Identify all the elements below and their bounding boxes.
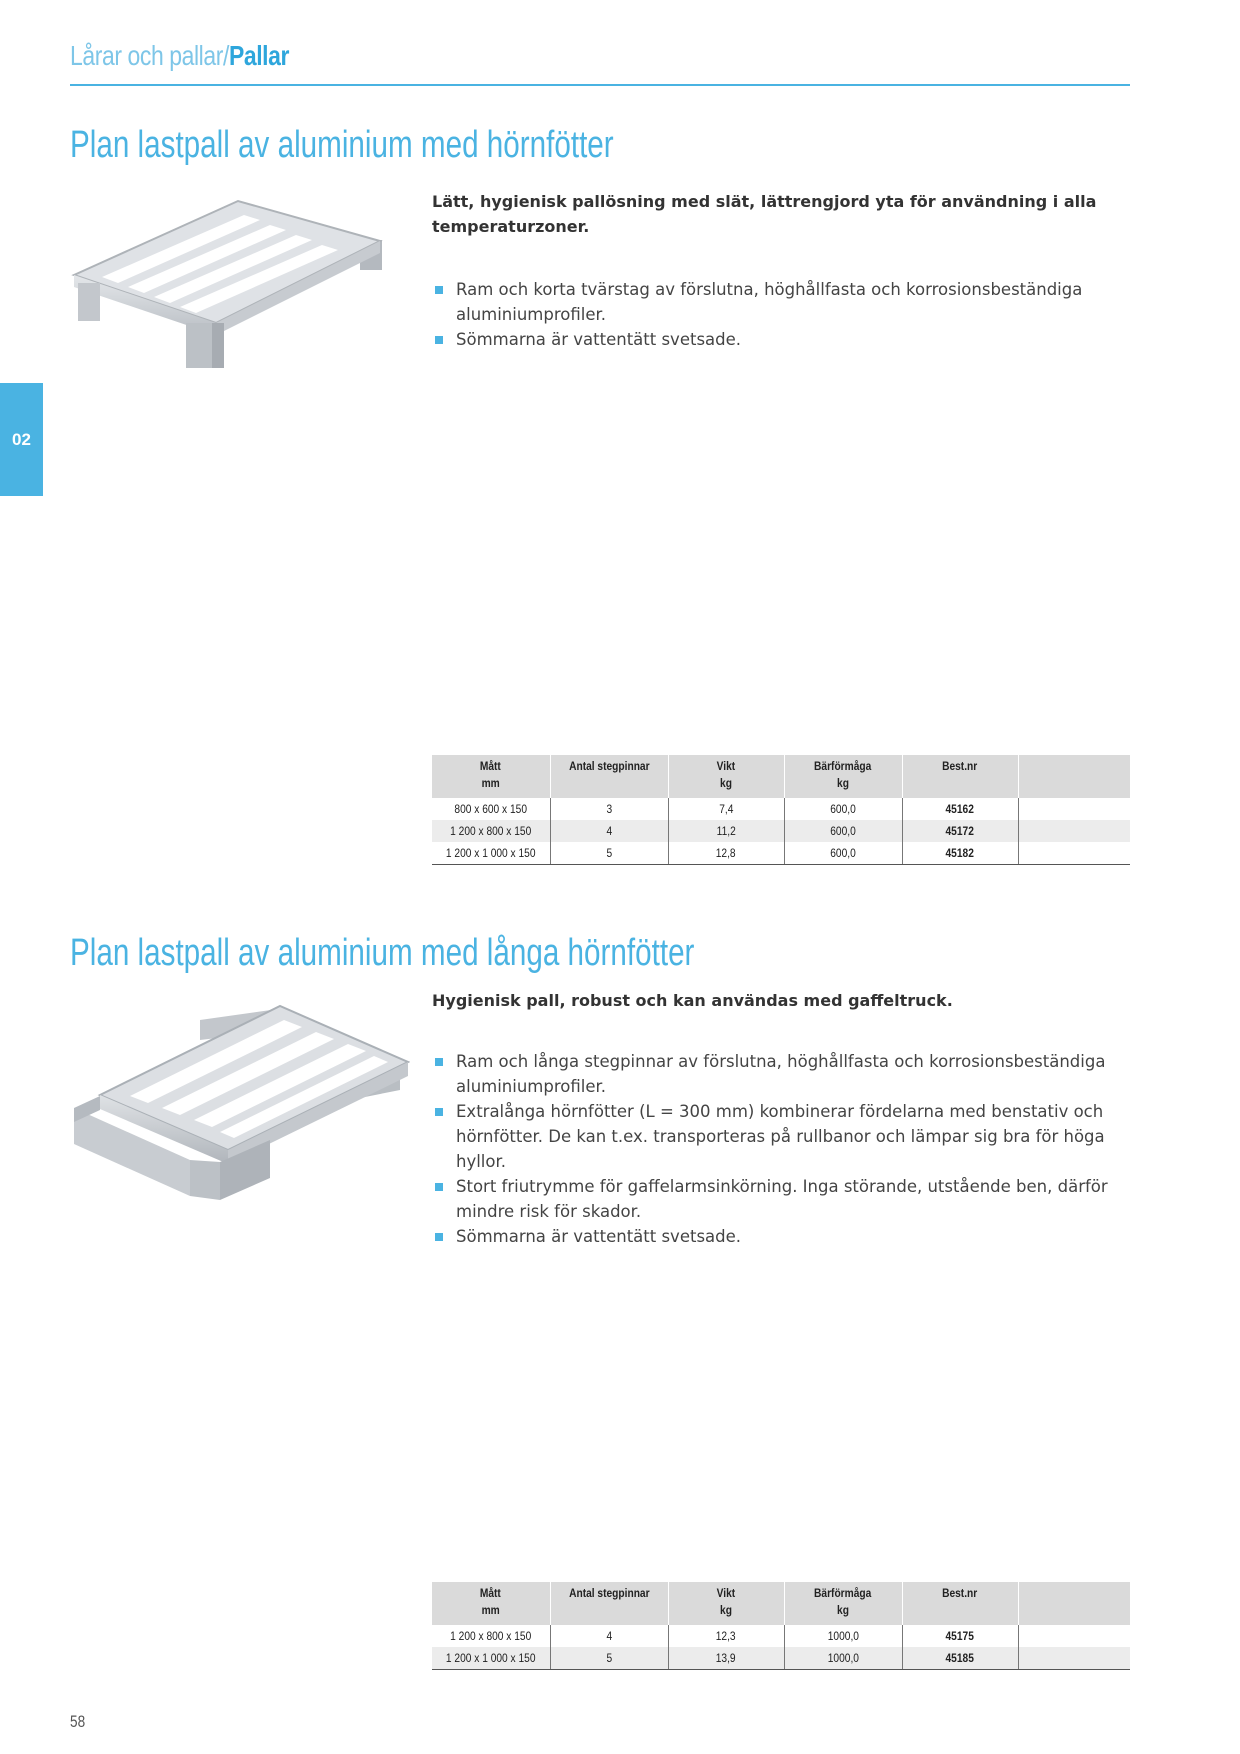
column-header: Vikt kg	[668, 1582, 784, 1625]
cell-weight: 11,2	[668, 820, 784, 842]
column-header: Antal stegpinnar	[550, 1582, 668, 1625]
cell-dimensions: 1 200 x 1 000 x 150	[432, 842, 550, 865]
cell-weight: 13,9	[668, 1647, 784, 1670]
table-row	[432, 842, 1130, 865]
table-row	[432, 798, 1130, 820]
breadcrumb-current: Pallar	[228, 40, 290, 71]
column-header	[1018, 1582, 1130, 1625]
cell-steps: 5	[550, 1647, 668, 1670]
pallet-long-feet-image	[70, 1000, 410, 1235]
product-lead: Hygienisk pall, robust och kan användas med gaffeltruck.	[432, 991, 953, 1010]
feature-item: Sömmarna är vattentätt svetsade.	[432, 1224, 1132, 1249]
breadcrumb	[70, 40, 289, 72]
cell-order-number: 45182	[902, 842, 1018, 865]
feature-list	[432, 277, 1132, 352]
table-row	[432, 1647, 1130, 1670]
cell-capacity: 600,0	[784, 820, 902, 842]
table-header-row	[432, 755, 1130, 798]
cell-dimensions: 1 200 x 1 000 x 150	[432, 1647, 550, 1670]
cell-capacity: 600,0	[784, 842, 902, 865]
product-lead: Lätt, hygienisk pallösning med slät, lättrengjord yta för användning i alla temperaturzoner.	[432, 192, 1097, 236]
table-row	[432, 1625, 1130, 1647]
cell-steps: 4	[550, 820, 668, 842]
feature-list	[432, 1049, 1132, 1249]
column-header: Best.nr	[902, 755, 1018, 798]
cell-order-number: 45185	[902, 1647, 1018, 1670]
column-header: Vikt kg	[668, 755, 784, 798]
header-rule	[70, 84, 1130, 86]
bullet-square-icon	[435, 1108, 443, 1116]
feature-item: Ram och korta tvärstag av förslutna, höghållfasta och korrosionsbeständiga aluminiumprofiler.	[432, 277, 1132, 327]
column-header: Best.nr	[902, 1582, 1018, 1625]
cell-blank	[1018, 820, 1130, 842]
cell-capacity: 1000,0	[784, 1647, 902, 1670]
bullet-square-icon	[435, 336, 443, 344]
cell-blank	[1018, 798, 1130, 820]
feature-item: Stort friutrymme för gaffelarmsinkörning. Inga störande, utstående ben, därför mindre risk för skador.	[432, 1174, 1132, 1224]
cell-weight: 12,8	[668, 842, 784, 865]
column-header	[1018, 755, 1130, 798]
cell-weight: 7,4	[668, 798, 784, 820]
cell-order-number: 45175	[902, 1625, 1018, 1647]
cell-dimensions: 800 x 600 x 150	[432, 798, 550, 820]
spec-table	[432, 755, 1130, 865]
chapter-tab: 02	[0, 383, 43, 496]
bullet-square-icon	[435, 1058, 443, 1066]
column-header: Antal stegpinnar	[550, 755, 668, 798]
product-title: Plan lastpall av aluminium med hörnfötter	[70, 124, 614, 166]
cell-capacity: 600,0	[784, 798, 902, 820]
cell-weight: 12,3	[668, 1625, 784, 1647]
cell-blank	[1018, 1625, 1130, 1647]
cell-dimensions: 1 200 x 800 x 150	[432, 820, 550, 842]
feature-item: Sömmarna är vattentätt svetsade.	[432, 327, 1132, 352]
column-header: Mått mm	[432, 1582, 550, 1625]
cell-order-number: 45172	[902, 820, 1018, 842]
column-header: Bärförmåga kg	[784, 1582, 902, 1625]
cell-steps: 4	[550, 1625, 668, 1647]
cell-dimensions: 1 200 x 800 x 150	[432, 1625, 550, 1647]
feature-item: Ram och långa stegpinnar av förslutna, höghållfasta och korrosionsbeständiga aluminiumprofiler.	[432, 1049, 1132, 1099]
bullet-square-icon	[435, 286, 443, 294]
product-title: Plan lastpall av aluminium med långa hörnfötter	[70, 932, 695, 974]
cell-steps: 3	[550, 798, 668, 820]
page-number: 58	[70, 1712, 86, 1731]
cell-capacity: 1000,0	[784, 1625, 902, 1647]
bullet-square-icon	[435, 1233, 443, 1241]
pallet-corner-feet-image	[70, 195, 400, 375]
cell-order-number: 45162	[902, 798, 1018, 820]
spec-table	[432, 1582, 1130, 1670]
cell-blank	[1018, 1647, 1130, 1670]
feature-item: Extralånga hörnfötter (L = 300 mm) kombinerar fördelarna med benstativ och hörnfötter. De kan t.ex. transporteras på rullbanor och lämpar sig bra för höga hyllor.	[432, 1099, 1132, 1174]
bullet-square-icon	[435, 1183, 443, 1191]
breadcrumb-section[interactable]: Lårar och pallar/	[70, 40, 229, 71]
table-row	[432, 820, 1130, 842]
column-header: Mått mm	[432, 755, 550, 798]
cell-steps: 5	[550, 842, 668, 865]
cell-blank	[1018, 842, 1130, 865]
table-header-row	[432, 1582, 1130, 1625]
column-header: Bärförmåga kg	[784, 755, 902, 798]
